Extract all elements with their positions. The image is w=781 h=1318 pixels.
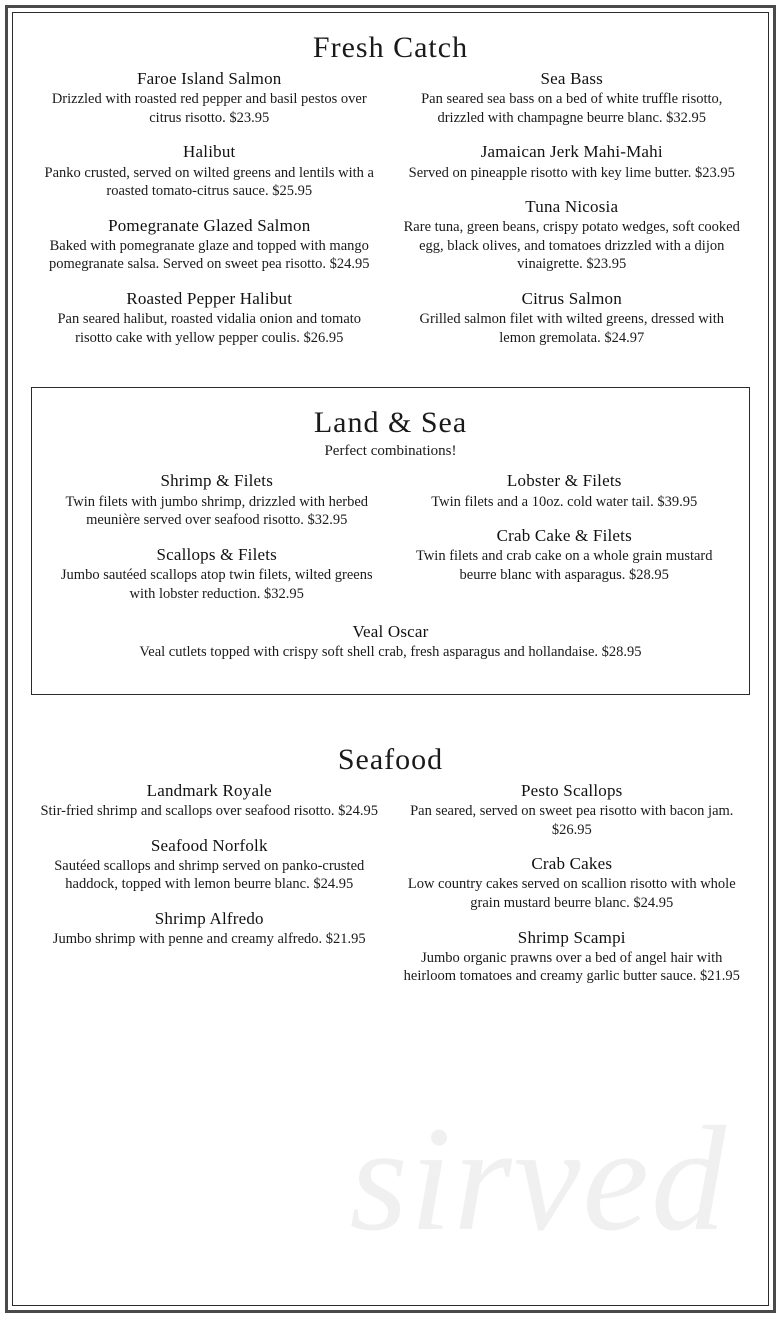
menu-item: [398, 853, 747, 912]
menu-item: [35, 288, 384, 347]
menu-item: [35, 835, 384, 894]
menu-item-description: Jumbo sautéed scallops atop twin filets, wilted greens with lobster reduction. $32.95: [60, 566, 373, 602]
menu-item-description: Baked with pomegranate glaze and topped with mango pomegranate salsa. Served on sweet pea risotto. $24.95: [48, 237, 370, 273]
menu-section-seafood: [13, 705, 768, 1014]
menu-item: [35, 908, 384, 949]
section-columns: [35, 68, 746, 361]
menu-item: [50, 470, 384, 529]
menu-item: [398, 141, 747, 182]
menu-item-name: Halibut: [183, 142, 236, 162]
menu-item-name: Tuna Nicosia: [525, 197, 619, 217]
menu-item-name: Pomegranate Glazed Salmon: [108, 215, 311, 235]
menu-item-name: Lobster & Filets: [506, 471, 622, 491]
menu-item: [50, 544, 384, 603]
menu-item: [398, 196, 747, 274]
section-columns: [35, 780, 746, 1000]
page-inner-border: [12, 12, 769, 1306]
menu-item-name: Veal Oscar: [352, 622, 429, 642]
menu-item: [35, 780, 384, 821]
menu-item-description: Pan seared halibut, roasted vidalia onion and tomato risotto cake with yellow pepper coulis. $26.95: [57, 311, 362, 346]
menu-item-name: Shrimp & Filets: [160, 471, 274, 491]
section-column-left: [35, 68, 384, 361]
menu-item: [398, 68, 747, 127]
menu-item-description: Pan seared sea bass on a bed of white truffle risotto, drizzled with champagne beurre blanc. $32.95: [421, 91, 723, 126]
menu-item-name: Seafood Norfolk: [150, 835, 268, 855]
menu-item: [35, 68, 384, 127]
menu-item-name: Faroe Island Salmon: [137, 69, 282, 88]
menu-item: [398, 288, 747, 347]
menu-item-name: Crab Cakes: [531, 854, 613, 874]
menu-item: [398, 525, 732, 584]
menu-item: [35, 141, 384, 200]
menu-item-description: Jumbo shrimp with penne and creamy alfredo. $21.95: [52, 931, 366, 948]
menu-item-description: Served on pineapple risotto with key lime butter. $23.95: [408, 164, 735, 181]
menu-item-description: Low country cakes served on scallion risotto with whole grain mustard beurre blanc. $24.95: [407, 876, 736, 911]
menu-item-description: Panko crusted, served on wilted greens and lentils with a roasted tomato-citrus sauce. $25.95: [44, 164, 374, 200]
menu-item-description: Pan seared, served on sweet pea risotto with bacon jam. $26.95: [410, 803, 734, 838]
menu-item: [398, 927, 747, 986]
menu-item-description: Grilled salmon filet with wilted greens, dressed with lemon gremolata. $24.97: [419, 311, 724, 346]
menu-item-name: Shrimp Alfredo: [154, 909, 264, 928]
menu-content: [13, 13, 768, 1014]
menu-item-name: Shrimp Scampi: [517, 927, 626, 947]
menu-item-name: Jamaican Jerk Mahi-Mahi: [480, 142, 663, 162]
menu-section-land-and-sea: [31, 387, 750, 694]
section-title: Fresh Catch: [312, 31, 469, 64]
menu-item-description: Stir-fried shrimp and scallops over seafood risotto. $24.95: [40, 803, 379, 820]
section-column-right: [398, 780, 747, 1000]
menu-item: [35, 215, 384, 274]
menu-item-description: Jumbo organic prawns over a bed of angel hair with heirloom tomatoes and creamy garlic butter sauce. $21.95: [403, 949, 740, 985]
menu-item-description: Sautéed scallops and shrimp served on panko-crusted haddock, topped with lemon beurre blanc. $24.95: [54, 857, 365, 893]
menu-section-fresh-catch: [13, 13, 768, 375]
menu-item-name: Scallops & Filets: [156, 544, 278, 564]
section-column-left: [35, 780, 384, 963]
menu-item-name: Roasted Pepper Halibut: [126, 289, 293, 309]
menu-item-name: Citrus Salmon: [521, 289, 622, 309]
section-title: Seafood: [337, 742, 444, 776]
section-columns: [50, 470, 731, 617]
menu-item-name: Sea Bass: [540, 69, 603, 88]
section-title: Land & Sea: [313, 406, 468, 440]
section-column-right: [398, 68, 747, 361]
menu-item-description: Drizzled with roasted red pepper and basil pestos over citrus risotto. $23.95: [51, 91, 367, 126]
watermark-text: sirved: [349, 1096, 728, 1262]
menu-item: [398, 470, 732, 511]
menu-item-name: Pesto Scallops: [521, 780, 623, 800]
menu-item-name: Crab Cake & Filets: [496, 526, 632, 546]
section-column-left: [50, 470, 384, 617]
menu-item-description: Twin filets and a 10oz. cold water tail. $39.95: [431, 493, 698, 510]
menu-item: [398, 780, 747, 839]
section-subtitle: Perfect combinations!: [324, 443, 457, 460]
menu-item-description: Twin filets and crab cake on a whole grain mustard beurre blanc with asparagus. $28.95: [415, 548, 713, 583]
menu-item-name: Landmark Royale: [146, 780, 272, 800]
section-column-right: [398, 470, 732, 598]
menu-item: [50, 621, 731, 662]
menu-item-description: Rare tuna, green beans, crispy potato wedges, soft cooked egg, black olives, and tomatoes drizzled with a dijon vinaigrette. $23.95: [403, 219, 740, 273]
menu-item-description: Veal cutlets topped with crispy soft shell crab, fresh asparagus and hollandaise. $28.95: [139, 644, 642, 661]
menu-item-description: Twin filets with jumbo shrimp, drizzled with herbed meunière served over seafood risotto. $32.95: [65, 493, 369, 529]
